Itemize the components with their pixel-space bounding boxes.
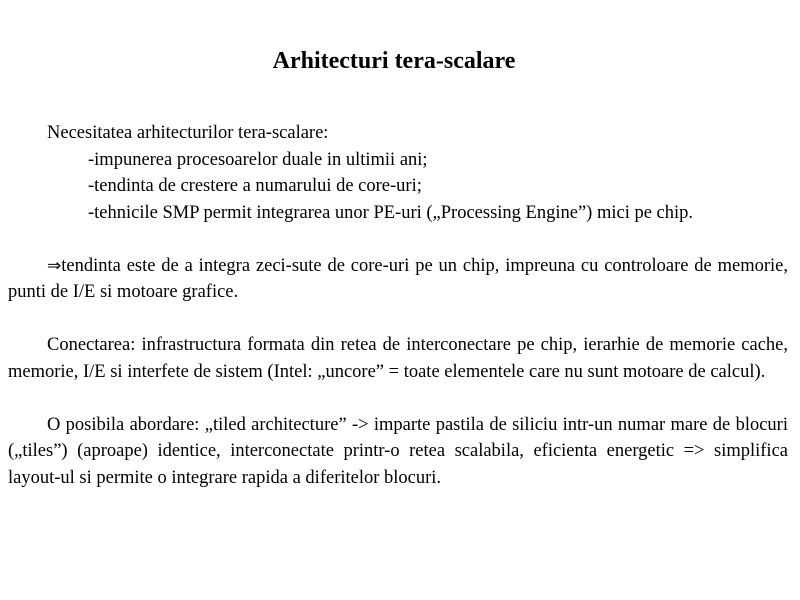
approach-paragraph: O posibila abordare: „tiled architecture” -> imparte pastila de siliciu intr-un numar mare de blocuri („tiles”) (aproape) identice, interconectate printr-o retea scalabila, eficienta energetic => simplifica layout-ul si permite o integrare rapida a diferitelor blocuri. bbox=[8, 414, 788, 488]
paragraph-gap bbox=[8, 306, 788, 333]
intro-line: Necesitatea arhitecturilor tera-scalare: bbox=[47, 123, 329, 143]
paragraph-gap bbox=[8, 385, 788, 412]
paragraph-gap bbox=[8, 226, 788, 253]
bullet-item: -impunerea procesoarelor duale in ultimii ani; bbox=[88, 149, 428, 170]
connection-paragraph: Conectarea: infrastructura formata din retea de interconectare pe chip, ierarhie de memorie cache, memorie, I/E si interfete de sistem (Intel: „uncore” = toate elementele care nu sunt motoare de calcul). bbox=[8, 335, 788, 382]
implication-text: tendinta este de a integra zeci-sute de core-uri pe un chip, impreuna cu controloare de memorie, punti de I/E si motoare grafice. bbox=[8, 255, 788, 302]
implication-paragraph bbox=[8, 253, 788, 306]
bullet-item: -tehnicile SMP permit integrarea unor PE-uri („Processing Engine”) mici pe chip. bbox=[88, 202, 694, 223]
slide-body bbox=[8, 120, 788, 491]
slide-title: Arhitecturi tera-scalare bbox=[272, 48, 516, 74]
implies-arrow-icon: ⇒ bbox=[47, 255, 62, 276]
bullet-item: -tendinta de crestere a numarului de core-uri; bbox=[88, 176, 422, 196]
